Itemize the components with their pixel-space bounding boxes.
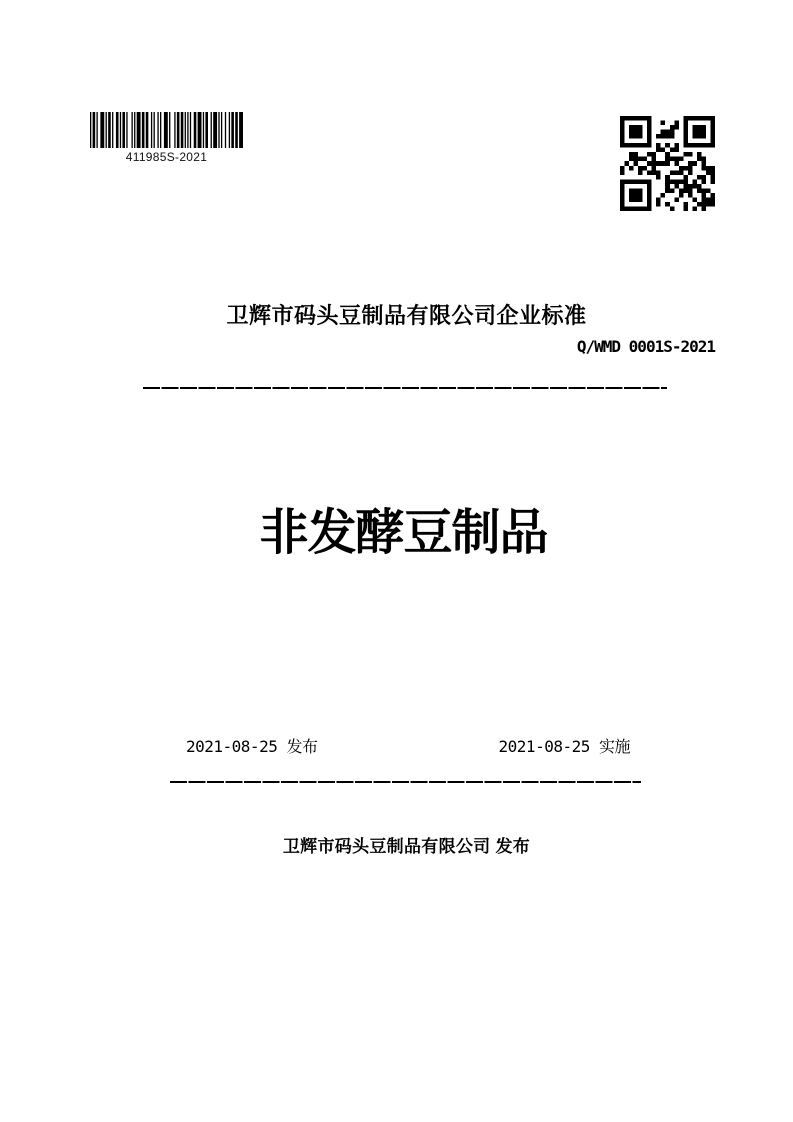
publisher-line: 卫辉市码头豆制品有限公司 发布 — [282, 837, 531, 856]
barcode-icon — [90, 112, 243, 148]
barcode-block — [90, 112, 243, 164]
qr-code-icon — [620, 116, 715, 211]
bottom-divider-rule — [170, 781, 641, 783]
release-date: 2021-08-25 发布 — [186, 737, 318, 756]
barcode-caption: 411985S-2021 — [125, 150, 208, 164]
qr-code-image — [620, 116, 715, 211]
standard-number: Q/WMD 0001S-2021 — [576, 337, 715, 356]
company-standard-heading: 卫辉市码头豆制品有限公司企业标准 — [226, 303, 587, 328]
implementation-date: 2021-08-25 实施 — [498, 737, 630, 756]
top-divider-rule — [143, 387, 667, 389]
document-title: 非发酵豆制品 — [259, 506, 548, 560]
